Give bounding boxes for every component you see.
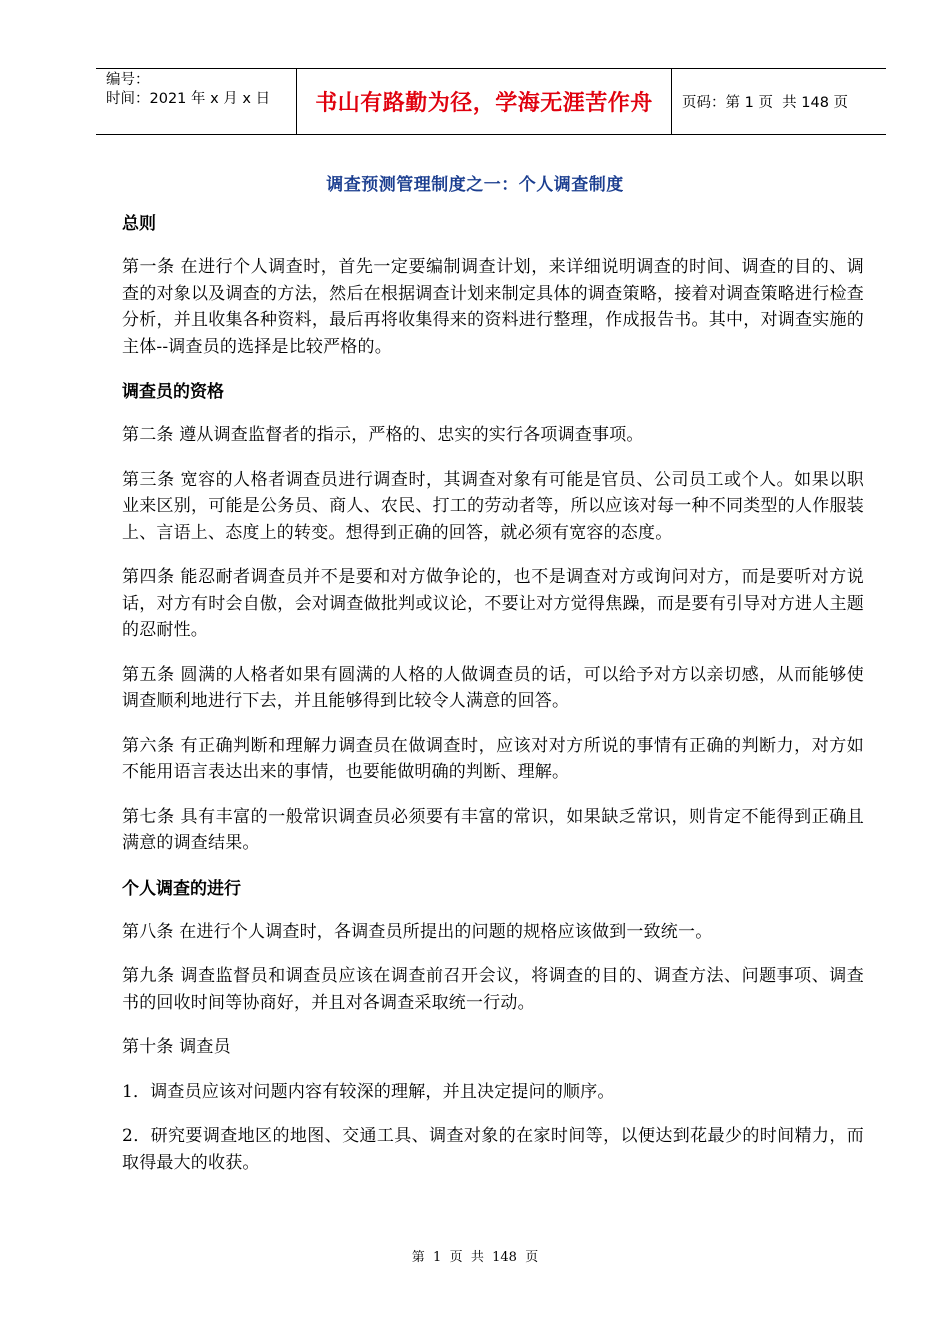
section-heading-general: 总则 xyxy=(122,214,156,234)
article-5: 第五条 圆满的人格者如果有圆满的人格的人做调查员的话，可以给予对方以亲切感，从而能够使调查顺利地进行下去，并且能够得到比较令人满意的回答。 xyxy=(122,664,864,711)
article-7: 第七条 具有丰富的一般常识调查员必须要有丰富的常识，如果缺乏常识，则肯定不能得到正确且满意的调查结果。 xyxy=(122,806,864,853)
article-6: 第六条 有正确判断和理解力调查员在做调查时，应该对对方所说的事情有正确的判断力，对方如不能用语言表达出来的事情，也要能做明确的判断、理解。 xyxy=(122,735,864,782)
time-label: 时间：2021 年 x 月 x 日 xyxy=(106,91,271,107)
number-label: 编号： xyxy=(106,72,150,88)
list-item-1: 1．调查员应该对问题内容有较深的理解，并且决定提问的顺序。 xyxy=(122,1081,615,1102)
header-page-cell xyxy=(672,69,886,134)
motto-text: 书山有路勤为径，学海无涯苦作舟 xyxy=(315,91,653,116)
page-footer: 第 1 页 共 148 页 xyxy=(411,1250,539,1265)
header-meta-cell xyxy=(96,69,297,134)
list-item-2: 2．研究要调查地区的地图、交通工具、调查对象的在家时间等，以便达到花最少的时间精力，而取得最大的收获。 xyxy=(122,1126,864,1173)
section-heading-qualifications: 调查员的资格 xyxy=(122,382,224,402)
document-body xyxy=(122,210,864,1194)
article-9: 第九条 调查监督员和调查员应该在调查前召开会议，将调查的目的、调查方法、问题事项、调查书的回收时间等协商好，并且对各调查采取统一行动。 xyxy=(122,966,864,1013)
page-header xyxy=(96,68,886,135)
article-4: 第四条 能忍耐者调查员并不是要和对方做争论的，也不是调查对方或询问对方，而是要听对方说话，对方有时会自傲，会对调查做批判或议论，不要让对方觉得焦躁，而是要有引导对方进人主题的忍耐性。 xyxy=(122,567,864,640)
article-3: 第三条 宽容的人格者调查员进行调查时，其调查对象有可能是官员、公司员工或个人。如果以职业来区别，可能是公务员、商人、农民、打工的劳动者等，所以应该对每一种不同类型的人作服装上、言语上、态度上的转变。想得到正确的回答，就必须有宽容的态度。 xyxy=(122,469,864,543)
header-motto-cell xyxy=(297,69,672,134)
article-2: 第二条 遵从调查监督者的指示，严格的、忠实的实行各项调查事项。 xyxy=(122,425,644,445)
article-10: 第十条 调查员 xyxy=(122,1037,231,1057)
section-heading-procedure: 个人调查的进行 xyxy=(122,878,241,899)
page-info: 页码：第 1 页 共 148 页 xyxy=(682,95,849,111)
article-8: 第八条 在进行个人调查时，各调查员所提出的问题的规格应该做到一致统一。 xyxy=(122,921,713,942)
document-title: 调查预测管理制度之一：个人调查制度 xyxy=(326,175,624,195)
article-1: 第一条 在进行个人调查时，首先一定要编制调查计划，来详细说明调查的时间、调查的目的、调查的对象以及调查的方法，然后在根据调查计划来制定具体的调查策略，接着对调查策略进行检查分析，并且收集各种资料，最后再将收集得来的资料进行整理，作成报告书。其中，对调查实施的主体--调查员的选择是比较严格的。 xyxy=(122,257,864,357)
